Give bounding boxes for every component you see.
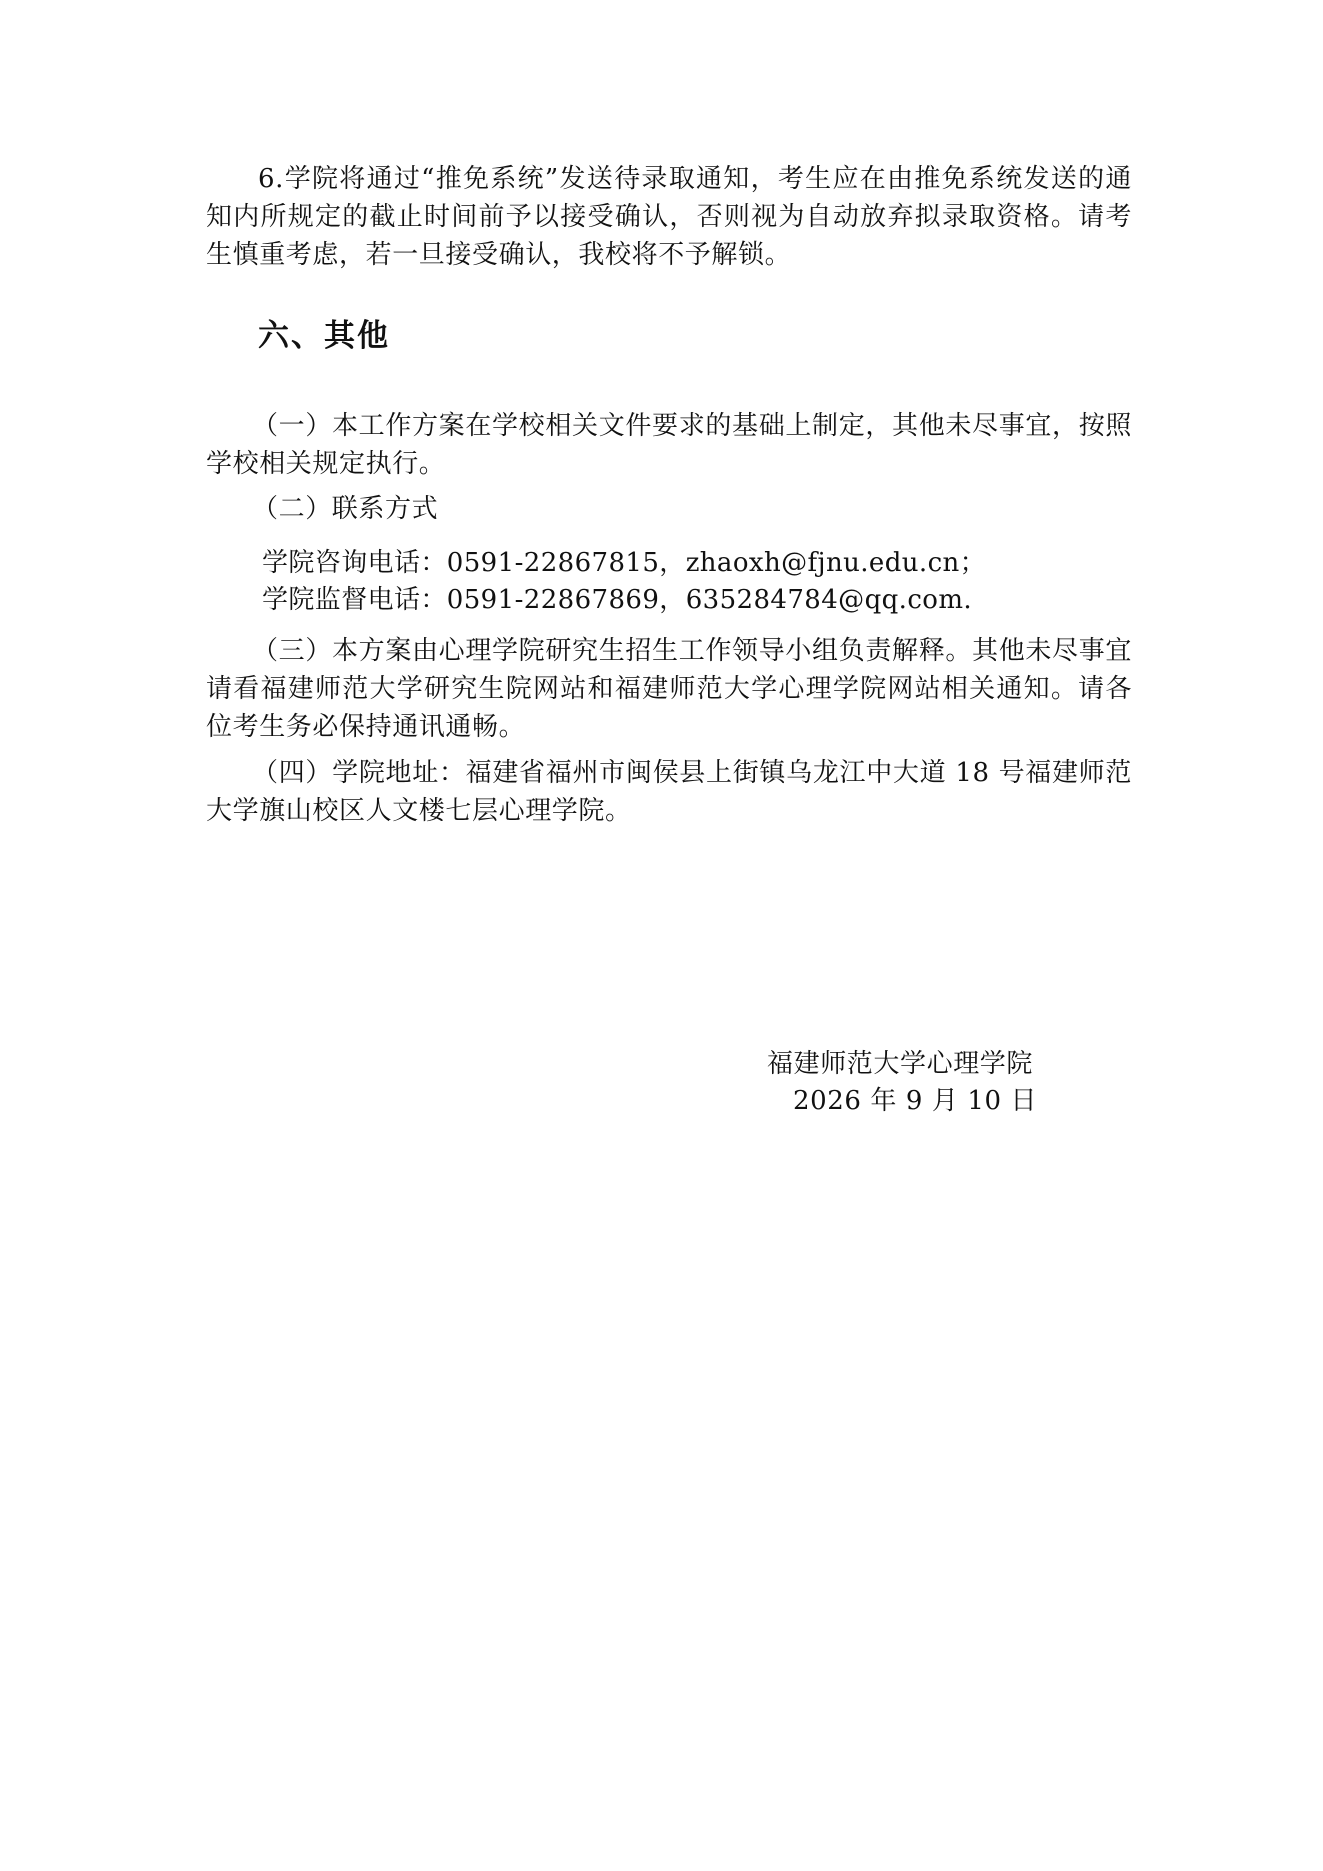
paragraph-item-1: （一）本工作方案在学校相关文件要求的基础上制定，其他未尽事宜，按照学校相关规定执行。 (206, 411, 1132, 479)
paragraph-item-2-contact-title: （二）联系方式 (252, 494, 439, 524)
contact-supervise-line: 学院监督电话：0591-22867869，635284784@qq.com. (262, 585, 973, 615)
section-heading-other: 六、其他 (258, 318, 390, 354)
contact-consult-line: 学院咨询电话：0591-22867815，zhaoxh@fjnu.edu.cn； (262, 548, 987, 578)
signature-organization: 福建师范大学心理学院 (767, 1049, 1034, 1079)
signature-date: 2026 年 9 月 10 日 (793, 1086, 1038, 1116)
paragraph-admission-notice: 6.学院将通过“推免系统”发送待录取通知，考生应在由推免系统发送的通知内所规定的截止时间前予以接受确认，否则视为自动放弃拟录取资格。请考生慎重考虑，若一旦接受确认，我校将不予解锁。 (206, 164, 1132, 270)
paragraph-item-4-address: （四）学院地址：福建省福州市闽侯县上街镇乌龙江中大道 18 号福建师范大学旗山校区人文楼七层心理学院。 (206, 758, 1132, 826)
paragraph-item-3: （三）本方案由心理学院研究生招生工作领导小组负责解释。其他未尽事宜请看福建师范大学研究生院网站和福建师范大学心理学院网站相关通知。请各位考生务必保持通讯通畅。 (206, 636, 1132, 742)
